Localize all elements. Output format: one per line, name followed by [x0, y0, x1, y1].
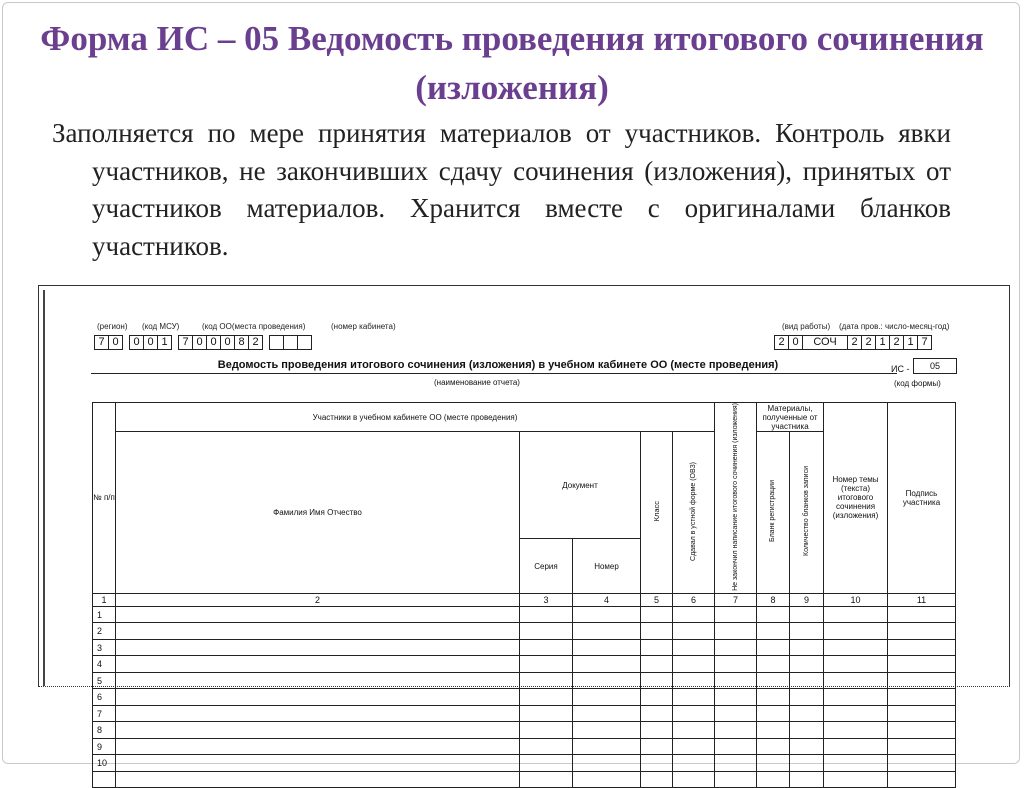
table-cell — [641, 771, 673, 788]
header-reg-form: Бланк регистрации — [757, 432, 790, 594]
table-row — [93, 689, 956, 706]
table-cell — [573, 722, 641, 739]
table-cell — [824, 672, 888, 689]
table-row — [93, 623, 956, 640]
header-participants: Участники в учебном кабинете ОО (месте проведения) — [116, 403, 715, 432]
header-series: Серия — [520, 539, 573, 594]
table-cell — [757, 689, 790, 706]
table-cell — [888, 722, 956, 739]
header-document: Документ — [520, 432, 641, 539]
table-cell — [116, 672, 520, 689]
table-cell — [573, 656, 641, 673]
table-cell — [673, 722, 715, 739]
msu-label: (код МСУ) — [142, 322, 180, 331]
table-cell — [116, 722, 520, 739]
table-cell — [520, 722, 573, 739]
table-cell — [715, 771, 757, 788]
table-cell — [824, 606, 888, 623]
table-cell — [888, 738, 956, 755]
table-cell — [520, 755, 573, 772]
table-cell — [824, 656, 888, 673]
report-title: Ведомость проведения итогового сочинения (изложения) в учебном кабинете ОО (месте проведения) — [217, 359, 779, 371]
participants-table — [92, 402, 956, 788]
header-oral: Сдавал в устной форме (ОВЗ) — [673, 432, 715, 594]
table-cell — [116, 606, 520, 623]
table-cell — [673, 705, 715, 722]
table-cell — [520, 606, 573, 623]
table-cell — [715, 689, 757, 706]
table-cell — [520, 705, 573, 722]
row-number: 6 — [93, 689, 116, 706]
table-cell — [757, 606, 790, 623]
table-cell — [673, 639, 715, 656]
table-cell — [757, 722, 790, 739]
header-not-finished: Не закончил написание итогового сочинения (изложения) — [715, 403, 757, 594]
table-cell — [573, 738, 641, 755]
header-signature: Подпись участника — [888, 403, 956, 594]
row-number: 7 — [93, 705, 116, 722]
table-cell — [757, 771, 790, 788]
table-cell — [641, 623, 673, 640]
table-cell — [641, 639, 673, 656]
table-cell — [116, 705, 520, 722]
table-cell — [673, 755, 715, 772]
table-cell — [824, 623, 888, 640]
row-number: 3 — [93, 639, 116, 656]
table-cell — [888, 755, 956, 772]
table-cell — [888, 705, 956, 722]
table-cell — [715, 755, 757, 772]
form-code-subtitle: (код формы) — [894, 379, 941, 388]
table-cell — [715, 656, 757, 673]
table-cell — [824, 722, 888, 739]
table-cell — [824, 771, 888, 788]
table-cell — [116, 656, 520, 673]
table-cell — [116, 738, 520, 755]
table-cell — [715, 623, 757, 640]
table-cell — [757, 656, 790, 673]
table-cell — [573, 771, 641, 788]
table-cell — [641, 689, 673, 706]
region-code-cells: 7 0 0 0 1 7 0 0 0 8 2 — [94, 335, 311, 350]
table-cell — [715, 672, 757, 689]
table-cell — [824, 738, 888, 755]
table-cell — [790, 656, 824, 673]
table-cell — [673, 672, 715, 689]
table-cell — [715, 639, 757, 656]
row-number: 1 — [93, 606, 116, 623]
table-cell — [715, 722, 757, 739]
header-materials: Материалы, полученные от участника — [757, 403, 824, 432]
table-cell — [116, 755, 520, 772]
header-topic: Номер темы (текста) итогового сочинения (изложения) — [824, 403, 888, 594]
form-code-label: ИС - — [891, 364, 910, 374]
table-cell — [520, 771, 573, 788]
table-cell — [573, 689, 641, 706]
column-number-row: 1 2 3 4 5 6 7 8 9 10 11 — [93, 593, 956, 606]
slide-title: Форма ИС – 05 Ведомость проведения итогового сочинения (изложения) — [40, 19, 984, 107]
table-row — [93, 755, 956, 772]
table-cell — [757, 738, 790, 755]
table-row — [93, 672, 956, 689]
header-num: № п/п — [93, 403, 116, 594]
table-cell — [520, 623, 573, 640]
row-number: 4 — [93, 656, 116, 673]
table-cell — [641, 722, 673, 739]
table-cell — [757, 623, 790, 640]
table-cell — [757, 639, 790, 656]
table-cell — [888, 672, 956, 689]
table-cell — [673, 606, 715, 623]
table-cell — [824, 755, 888, 772]
table-cell — [520, 738, 573, 755]
table-cell — [641, 705, 673, 722]
table-cell — [757, 705, 790, 722]
row-number — [93, 771, 116, 788]
table-cell — [673, 738, 715, 755]
region-label: (регион) — [97, 322, 128, 331]
oo-label: (код ОО(места проведения) — [202, 322, 306, 331]
table-cell — [573, 755, 641, 772]
table-cell — [641, 755, 673, 772]
table-cell — [573, 639, 641, 656]
table-cell — [520, 639, 573, 656]
date-label: (дата пров.: число-месяц-год) — [839, 322, 950, 331]
table-cell — [888, 689, 956, 706]
table-row — [93, 656, 956, 673]
table-cell — [790, 705, 824, 722]
work-date-cells: 2 0 СОЧ 2 2 1 2 1 7 — [774, 335, 931, 350]
table-cell — [641, 738, 673, 755]
table-cell — [790, 606, 824, 623]
table-cell — [520, 672, 573, 689]
table-cell — [888, 623, 956, 640]
table-cell — [673, 771, 715, 788]
table-cell — [673, 689, 715, 706]
header-number: Номер — [573, 539, 641, 594]
report-title-underline — [91, 373, 897, 374]
table-cell — [573, 705, 641, 722]
table-cell — [641, 656, 673, 673]
table-cell — [641, 672, 673, 689]
row-number: 5 — [93, 672, 116, 689]
table-cell — [824, 705, 888, 722]
table-cell — [757, 672, 790, 689]
table-cell — [790, 771, 824, 788]
table-cell — [116, 639, 520, 656]
table-cell — [790, 672, 824, 689]
table-cell — [573, 606, 641, 623]
table-cell — [673, 623, 715, 640]
table-cell — [520, 656, 573, 673]
table-cell — [824, 689, 888, 706]
table-cell — [520, 689, 573, 706]
table-cell — [715, 705, 757, 722]
table-cell — [641, 606, 673, 623]
row-number: 9 — [93, 738, 116, 755]
table-row — [93, 705, 956, 722]
table-cell — [573, 672, 641, 689]
table-cell — [888, 771, 956, 788]
table-cell — [790, 722, 824, 739]
table-cell — [715, 738, 757, 755]
table-cell — [673, 656, 715, 673]
table-cell — [790, 689, 824, 706]
table-cell — [790, 623, 824, 640]
form-is-05-scan — [38, 285, 1010, 769]
table-row — [93, 722, 956, 739]
slide-body-text: Заполняется по мере принятия материалов от участников. Контроль явки участников, не закончивших сдачу сочинения (изложения), принятых от участников материалов. Хранится вместе с оригиналами бланков участников. — [52, 118, 951, 261]
table-cell — [888, 606, 956, 623]
table-cell — [573, 623, 641, 640]
work-type-label: (вид работы) — [782, 322, 831, 331]
table-row — [93, 606, 956, 623]
table-row — [93, 771, 956, 788]
row-number: 10 — [93, 755, 116, 772]
header-write-forms: Количество бланков записи — [790, 432, 824, 594]
header-class: Класс — [641, 432, 673, 594]
table-cell — [116, 771, 520, 788]
header-fio: Фамилия Имя Отчество — [116, 432, 520, 594]
table-cell — [790, 755, 824, 772]
row-number: 2 — [93, 623, 116, 640]
report-subtitle: (наименование отчета) — [434, 378, 520, 387]
table-cell — [116, 689, 520, 706]
table-row — [93, 639, 956, 656]
table-cell — [790, 639, 824, 656]
table-cell — [888, 656, 956, 673]
form-code-box: 05 — [913, 358, 957, 374]
row-number: 8 — [93, 722, 116, 739]
table-cell — [715, 606, 757, 623]
table-cell — [116, 623, 520, 640]
table-cell — [888, 639, 956, 656]
table-cell — [757, 755, 790, 772]
table-cell — [790, 738, 824, 755]
table-row — [93, 738, 956, 755]
table-cell — [824, 639, 888, 656]
room-label: (номер кабинета) — [331, 322, 396, 331]
